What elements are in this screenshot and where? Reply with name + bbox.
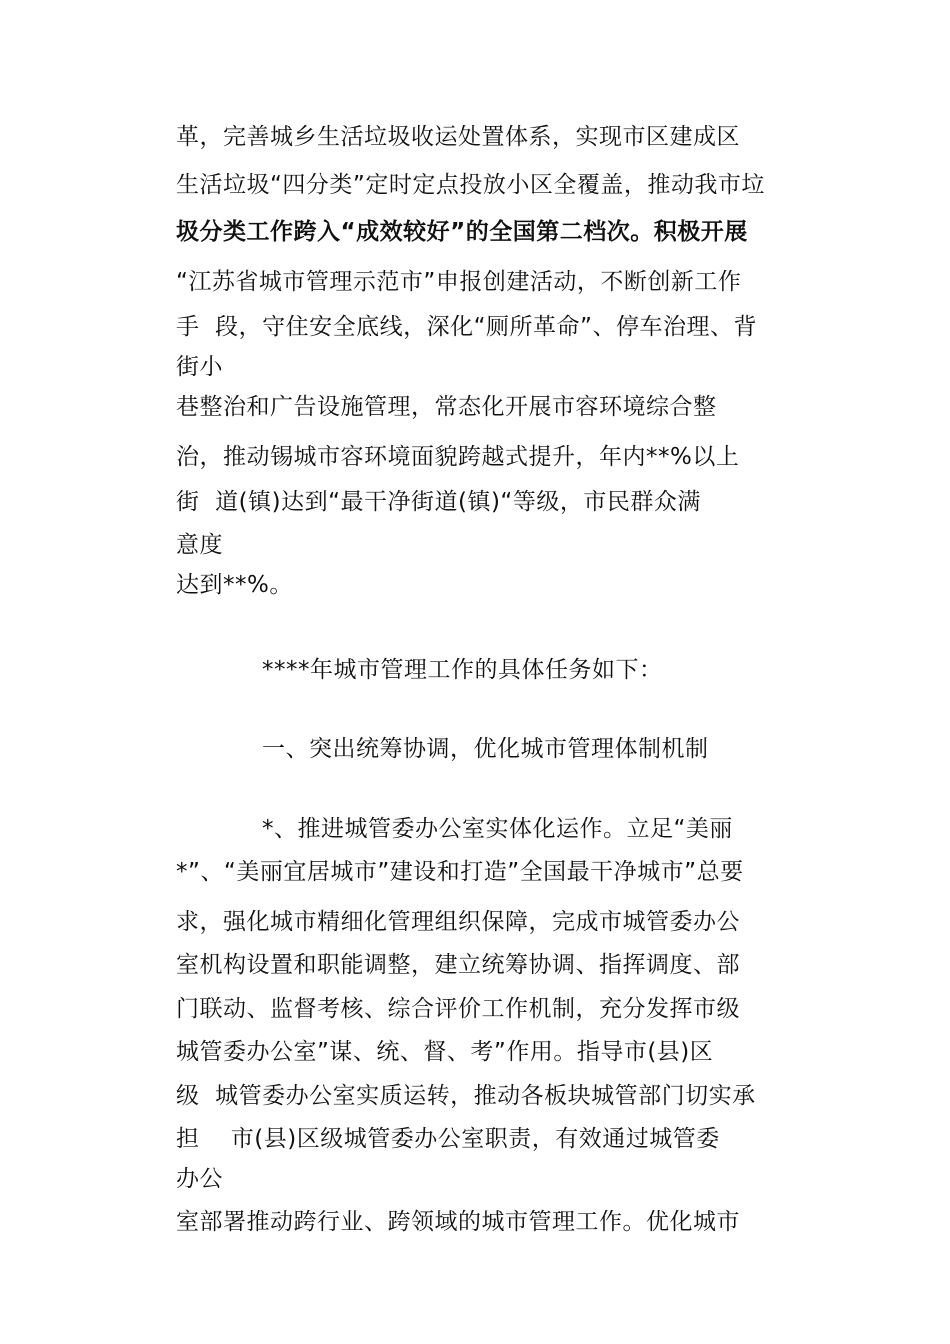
text-line: 办公 [176,1166,223,1192]
text-line: 革，完善城乡生活垃圾收运处置体系，实现市区建成区 [176,124,740,150]
text-line: “江苏省城市管理示范市”申报创建活动，不断创新工作 [176,269,742,295]
text-line: 室机构设置和职能调整，建立统筹协调、指挥调度、部 [176,952,740,978]
text-line: 担 市(县)区级城管委办公室职责，有效通过城管委 [176,1126,720,1152]
text-line: 意度 [176,532,223,558]
text-line: 生活垃圾“四分类”定时定点投放小区全覆盖，推动我市垃 [176,172,765,198]
text-line: 门联动、监督考核、综合评价工作机制，充分发挥市级 [176,996,740,1022]
text-line: 街 道(镇)达到“最干净街道(镇)“等级，市民群众满 [176,489,701,515]
text-line: 室部署推动跨行业、跨领域的城市管理工作。优化城市 [176,1209,740,1235]
text-line: 巷整治和广告设施管理，常态化开展市容环境综合整 [176,394,717,420]
text-line: 街小 [176,354,223,380]
section-heading: 一、突出统筹协调，优化城市管理体制机制 [262,736,709,762]
section-intro: ****年城市管理工作的具体任务如下： [262,657,663,683]
text-line: *、推进城管委办公室实体化运作。立足“美丽 [262,816,733,842]
text-line: 达到**%。 [176,572,293,598]
text-line: 求，强化城市精细化管理组织保障，完成市城管委办公 [176,909,740,935]
text-line: 级 城管委办公室实质运转，推动各板块城管部门切实承 [176,1083,756,1109]
text-line: 治，推动锡城市容环境面貌跨越式提升，年内**%以上 [176,444,740,470]
text-line-bold: 圾分类工作跨入“成效较好”的全国第二档次。积极开展 [176,219,748,245]
text-line: *”、“美丽宜居城市”建设和打造”全国最干净城市”总要 [176,859,744,885]
text-line: 城管委办公室”谋、统、督、考”作用。指导市(县)区 [176,1039,714,1065]
text-line: 手 段，守住安全底线，深化“厕所革命”、停车治理、背 [176,314,757,340]
